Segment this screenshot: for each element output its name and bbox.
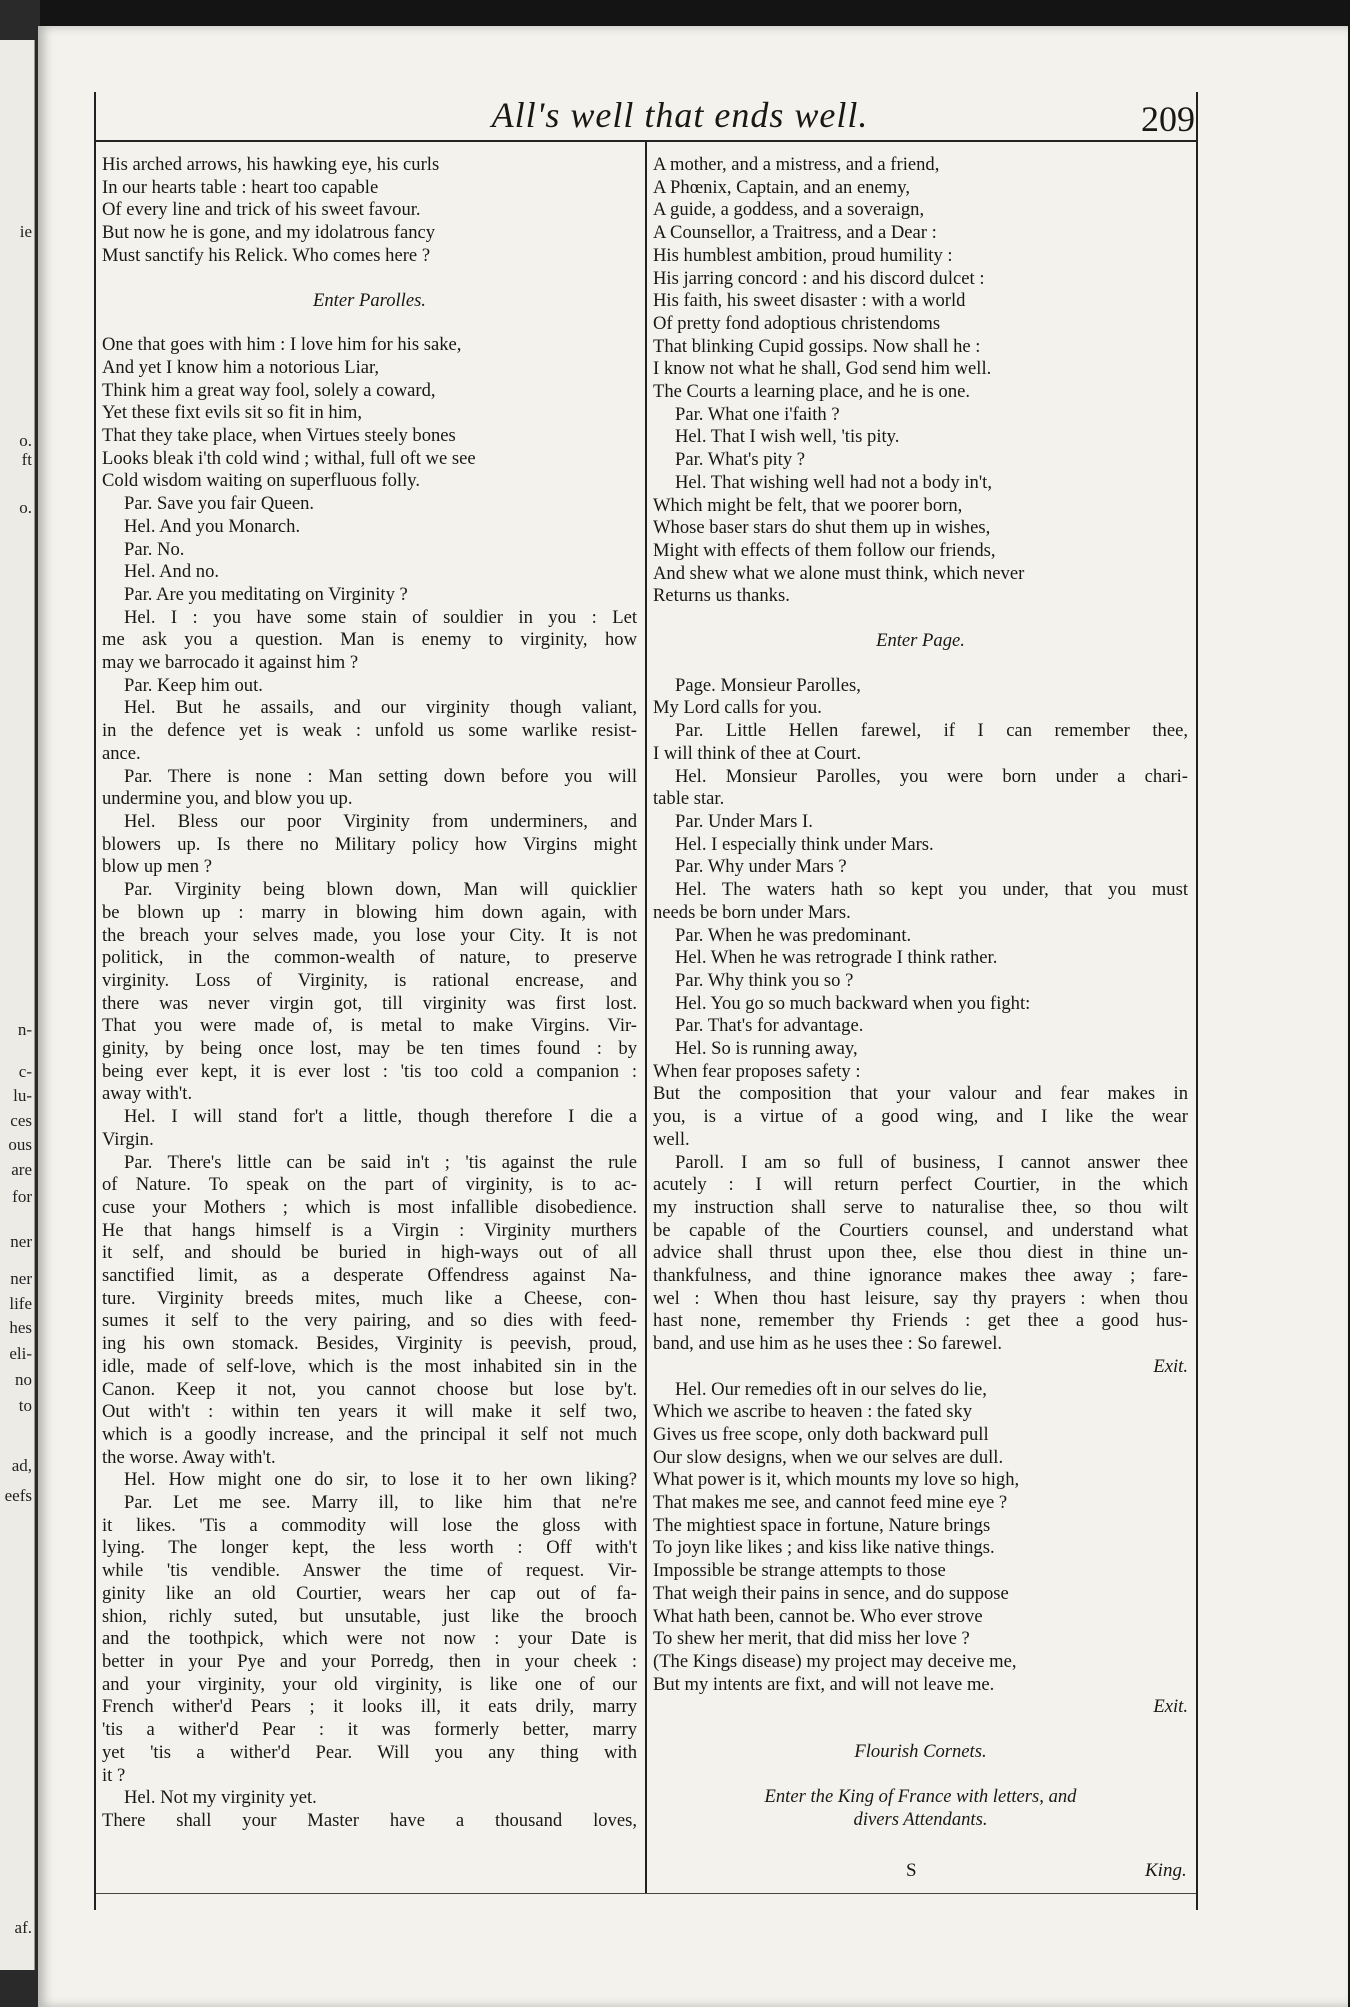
- text-line: My Lord calls for you.: [653, 697, 822, 719]
- text-line: needs be born under Mars.: [653, 901, 851, 923]
- text-line: band, and use him as he uses thee : So farewel.: [653, 1333, 1003, 1355]
- text-line: be capable of the Courtiers counsel, and understand what: [653, 1219, 1188, 1241]
- text-line: Hel. And you Monarch.: [124, 515, 301, 537]
- text-line: What hath been, cannot be. Who ever strove: [653, 1605, 983, 1627]
- text-line: virginity. Loss of Virginity, is rational encrease, and: [102, 969, 637, 991]
- text-line: Hel. Bless our poor Virginity from underminers, and: [124, 810, 637, 832]
- text-line: He that hangs himself is a Virgin : Virginity murthers: [102, 1219, 637, 1241]
- previous-page-text-fragment: to: [18, 1396, 32, 1415]
- text-line: table star.: [653, 788, 725, 810]
- text-line: away with't.: [102, 1083, 193, 1105]
- text-line: Page. Monsieur Parolles,: [675, 674, 861, 696]
- text-line: ginity like an old Courtier, wears her cap out of fa-: [102, 1582, 637, 1604]
- text-line: there was never virgin got, till virginity was first lost.: [102, 992, 637, 1014]
- text-line: acutely : I will return perfect Courtier, in the which: [653, 1174, 1188, 1196]
- text-line: That weigh their pains in sence, and do suppose: [653, 1582, 1009, 1604]
- text-line: Our slow designs, when we our selves are dull.: [653, 1446, 1004, 1468]
- text-line: Par. Little Hellen farewel, if I can remember thee,: [675, 720, 1188, 742]
- previous-page-text-fragment: o.: [19, 498, 32, 517]
- text-line: What power is it, which mounts my love so high,: [653, 1469, 1020, 1491]
- text-line: Par. Virginity being blown down, Man will quicklier: [124, 879, 637, 901]
- previous-page-text-fragment: ner: [10, 1269, 32, 1288]
- text-line: Par. Why under Mars ?: [675, 856, 847, 878]
- text-line: Enter the King of France with letters, and: [764, 1785, 1077, 1807]
- text-line: may we barrocado it against him ?: [102, 652, 359, 674]
- text-line: Par. No.: [124, 538, 185, 560]
- text-line: Par. There's little can be said in't ; 'tis against the rule: [124, 1151, 637, 1173]
- text-line: And yet I know him a notorious Liar,: [102, 356, 380, 378]
- text-line: which is a goodly increase, and the principal it self not much: [102, 1423, 637, 1445]
- text-line: A Phœnix, Captain, and an enemy,: [653, 176, 910, 198]
- text-line: well.: [653, 1128, 690, 1150]
- text-line: ginity, by being once lost, may be ten times found : by: [102, 1038, 637, 1060]
- text-line: A mother, and a mistress, and a friend,: [653, 154, 940, 175]
- text-line: When fear proposes safety :: [653, 1060, 861, 1082]
- text-line: hast none, remember thy Friends : get thee a good hus-: [653, 1310, 1188, 1332]
- text-line: Hel. That I wish well, 'tis pity.: [675, 426, 900, 448]
- previous-page-text-fragment: ft: [21, 450, 32, 469]
- footer-rule: [96, 1893, 1196, 1894]
- text-line: Paroll. I am so full of business, I cannot answer thee: [675, 1151, 1188, 1173]
- text-line: Canon. Keep it not, you cannot choose but lose by't.: [102, 1378, 637, 1400]
- text-line: it likes. 'Tis a commodity will lose the gloss with: [102, 1514, 637, 1536]
- text-line: being ever kept, it is ever lost : 'tis too cold a companion :: [102, 1060, 637, 1082]
- text-line: better in your Pye and your Porredg, then in your cheek :: [102, 1651, 637, 1672]
- text-line: Hel. Our remedies oft in our selves do lie,: [675, 1378, 987, 1400]
- text-line: That they take place, when Virtues steely bones: [102, 425, 456, 447]
- previous-page-text-fragment: hes: [9, 1318, 32, 1337]
- text-line: A Counsellor, a Traitress, and a Dear :: [653, 222, 937, 244]
- line-gap: [653, 608, 1188, 630]
- text-line: Hel. And no.: [124, 561, 220, 583]
- text-line: undermine you, and blow you up.: [102, 788, 353, 810]
- previous-page-text-fragment: no: [15, 1370, 32, 1389]
- previous-page-text-fragment: af.: [14, 1918, 32, 1937]
- text-line: Hel. Monsieur Parolles, you were born under a chari-: [675, 765, 1188, 787]
- text-line: His jarring concord : and his discord dulcet :: [653, 267, 985, 289]
- previous-page-text-fragment: lu-: [13, 1086, 32, 1105]
- right-column: [653, 154, 1188, 1831]
- text-line: Flourish Cornets.: [854, 1741, 987, 1763]
- text-line: Enter Page.: [876, 630, 965, 652]
- text-line: Which might be felt, that we poorer born,: [653, 494, 963, 516]
- text-line: Impossible be strange attempts to those: [653, 1560, 946, 1582]
- previous-page-edge: [0, 40, 35, 1970]
- text-line: His arched arrows, his hawking eye, his curls: [102, 154, 440, 175]
- text-line: while 'tis vendible. Answer the time of request. Vir-: [102, 1560, 637, 1582]
- previous-page-text-fragment: ous: [8, 1135, 32, 1154]
- text-line: Par. What one i'faith ?: [675, 403, 840, 425]
- line-gap: [653, 653, 1188, 675]
- line-gap: [102, 268, 637, 290]
- text-line: and your virginity, your old virginity, is like one of our: [102, 1673, 637, 1695]
- previous-page-text-fragment: ad,: [11, 1456, 32, 1475]
- text-line: Hel. How might one do sir, to lose it to her own liking?: [124, 1469, 637, 1491]
- text-line: Hel. I will stand for't a little, though therefore I die a: [124, 1106, 637, 1128]
- text-line: Out with't : within ten years it will make it self two,: [102, 1401, 637, 1423]
- previous-page-text-fragment: ces: [10, 1111, 32, 1130]
- text-line: To joyn like likes ; and kiss like native things.: [653, 1537, 995, 1559]
- catchword: King.: [1145, 1860, 1187, 1881]
- text-line: blowers up. Is there no Military policy how Virgins might: [102, 833, 637, 855]
- text-line: Hel. That wishing well had not a body in't,: [675, 471, 992, 493]
- text-line: In our hearts table : heart too capable: [102, 176, 379, 198]
- text-line: But the composition that your valour and fear makes in: [653, 1083, 1188, 1105]
- text-line: Hel. The waters hath so kept you under, that you must: [675, 879, 1188, 901]
- running-title: All's well that ends well.: [491, 95, 869, 135]
- text-line: sumes it self to the very pairing, and so dies with feed-: [102, 1310, 637, 1332]
- text-line: One that goes with him : I love him for his sake,: [102, 334, 462, 356]
- text-line: The Courts a learning place, and he is one.: [653, 381, 971, 403]
- text-line: Hel. You go so much backward when you fight:: [675, 992, 1031, 1014]
- text-line: Gives us free scope, only doth backward pull: [653, 1423, 989, 1445]
- text-line: ture. Virginity breeds mites, much like a Cheese, con-: [102, 1287, 637, 1309]
- text-line: Hel. I : you have some stain of souldier in you : Let: [124, 606, 637, 628]
- text-line: in the defence yet is weak : unfold us some warlike resist-: [102, 720, 637, 742]
- text-line: Exit.: [1153, 1696, 1188, 1718]
- text-line: Enter Parolles.: [313, 289, 426, 311]
- text-line: That makes me see, and cannot feed mine eye ?: [653, 1492, 1008, 1514]
- text-line: Might with effects of them follow our friends,: [653, 539, 996, 561]
- text-line: Think him a great way fool, solely a coward,: [102, 379, 436, 401]
- previous-page-text-fragment: n-: [17, 1020, 32, 1039]
- text-line: Returns us thanks.: [653, 585, 790, 607]
- text-line: it self, and should be buried in high-ways out of all: [102, 1242, 637, 1264]
- text-line: Hel. When he was retrograde I think rather.: [675, 947, 998, 969]
- text-line: Hel. I especially think under Mars.: [675, 833, 934, 855]
- text-line: wel : When thou hast leisure, say thy prayers : when thou: [653, 1287, 1188, 1309]
- text-line: yet 'tis a wither'd Pear. Will you any thing with: [102, 1741, 637, 1763]
- text-line: idle, made of self-love, which is the most inhabited sin in the: [102, 1355, 637, 1377]
- text-line: Par. There is none : Man setting down before you will: [124, 765, 637, 787]
- text-line: Par. What's pity ?: [675, 449, 806, 471]
- text-line: To shew her merit, that did miss her love ?: [653, 1628, 970, 1650]
- text-line: shion, richly suted, but unsutable, just like the brooch: [102, 1605, 637, 1627]
- text-line: it ?: [102, 1764, 126, 1786]
- text-line: of Nature. To speak on the part of virginity, is to ac-: [102, 1174, 637, 1196]
- text-line: politick, in the common-wealth of nature, to preserve: [102, 947, 637, 969]
- text-line: (The Kings disease) my project may deceive me,: [653, 1651, 1017, 1672]
- text-line: Par. Under Mars I.: [675, 810, 813, 832]
- text-line: That blinking Cupid gossips. Now shall he :: [653, 335, 981, 357]
- previous-page-text-fragment: eli-: [9, 1344, 32, 1363]
- text-line: Of pretty fond adoptious christendoms: [653, 312, 941, 334]
- text-line: Par. Let me see. Marry ill, to like him that ne're: [124, 1492, 637, 1514]
- text-line: ance.: [102, 742, 141, 764]
- text-line: His humblest ambition, proud humility :: [653, 244, 953, 266]
- previous-page-text-fragment: o.: [19, 431, 32, 450]
- previous-page-text-fragment: c-: [18, 1062, 32, 1081]
- previous-page-text-fragment: ner: [10, 1232, 32, 1251]
- previous-page-text-fragment: life: [9, 1294, 32, 1313]
- text-line: Par. Save you fair Queen.: [124, 493, 315, 515]
- text-line: Exit.: [1153, 1355, 1188, 1377]
- line-gap: [102, 312, 637, 334]
- text-line: The mightiest space in fortune, Nature brings: [653, 1514, 991, 1536]
- text-line: Of every line and trick of his sweet favour.: [102, 199, 421, 221]
- text-line: Must sanctify his Relick. Who comes here ?: [102, 244, 431, 266]
- text-line: Whose baser stars do shut them up in wishes,: [653, 517, 991, 539]
- line-gap: [653, 1719, 1188, 1741]
- text-line: Par. Are you meditating on Virginity ?: [124, 583, 408, 605]
- column-divider: [645, 142, 647, 1894]
- text-line: and the toothpick, which were not now : your Date is: [102, 1628, 637, 1650]
- text-line: Hel. So is running away,: [675, 1038, 858, 1060]
- text-line: divers Attendants.: [853, 1808, 988, 1830]
- text-line: be blown up : marry in blowing him down again, with: [102, 901, 637, 923]
- text-line: That you were made of, is metal to make Virgins. Vir-: [102, 1015, 637, 1037]
- text-line: advice shall thrust upon thee, else thou diest in thine un-: [653, 1242, 1188, 1264]
- text-line: me ask you a question. Man is enemy to virginity, how: [102, 629, 637, 651]
- page-number: 209: [1141, 99, 1195, 139]
- text-line: the worse. Away with't.: [102, 1446, 276, 1468]
- text-line: Par. That's for advantage.: [675, 1015, 864, 1037]
- previous-page-text-fragment: ie: [19, 222, 32, 241]
- text-line: A guide, a goddess, and a soveraign,: [653, 199, 925, 221]
- text-line: lying. The longer kept, the less worth : Off with't: [102, 1537, 637, 1559]
- text-line: ing his own stomack. Besides, Virginity is peevish, proud,: [102, 1333, 637, 1355]
- previous-page-text-fragment: for: [12, 1187, 32, 1206]
- text-line: blow up men ?: [102, 856, 212, 878]
- left-column: [102, 154, 637, 1833]
- text-line: cuse your Mothers ; which is most infallible disobedience.: [102, 1196, 637, 1218]
- signature-mark: S: [906, 1860, 917, 1881]
- text-line: Cold wisdom waiting on superfluous folly.: [102, 470, 420, 492]
- text-line: Par. Keep him out.: [124, 674, 263, 696]
- text-line: His faith, his sweet disaster : with a world: [653, 290, 966, 312]
- text-line: you, is a virtue of a good wing, and I like the wear: [653, 1106, 1188, 1128]
- text-line: Par. Why think you so ?: [675, 969, 854, 991]
- text-line: Par. When he was predominant.: [675, 924, 912, 946]
- text-line: Yet these fixt evils sit so fit in him,: [102, 402, 362, 424]
- text-line: Hel. But he assails, and our virginity though valiant,: [124, 697, 637, 719]
- text-line: There shall your Master have a thousand loves,: [102, 1809, 637, 1831]
- text-line: the breach your selves made, you lose your City. It is not: [102, 924, 637, 946]
- text-line: sanctified limit, as a desperate Offendress against Na-: [102, 1265, 637, 1287]
- text-line: Virgin.: [102, 1128, 154, 1150]
- text-line: Hel. Not my virginity yet.: [124, 1787, 317, 1809]
- text-line: Which we ascribe to heaven : the fated sky: [653, 1401, 973, 1423]
- previous-page-text-fragment: eefs: [4, 1486, 32, 1505]
- text-line: French wither'd Pears ; it looks ill, it eats drily, marry: [102, 1696, 637, 1718]
- text-line: my instruction shall serve to naturalise thee, so thou wilt: [653, 1196, 1188, 1218]
- previous-page-text-fragment: are: [11, 1160, 32, 1179]
- line-gap: [653, 1764, 1188, 1786]
- text-line: I will think of thee at Court.: [653, 742, 862, 764]
- text-line: And shew what we alone must think, which never: [653, 562, 1025, 584]
- text-line: Looks bleak i'th cold wind ; withal, full oft we see: [102, 447, 476, 469]
- text-line: thankfulness, and thine ignorance makes thee away ; fare-: [653, 1265, 1188, 1287]
- text-line: 'tis a wither'd Pear : it was formerly better, marry: [102, 1719, 637, 1741]
- text-line: But now he is gone, and my idolatrous fancy: [102, 222, 436, 244]
- text-line: I know not what he shall, God send him well.: [653, 358, 992, 380]
- text-line: But my intents are fixt, and will not leave me.: [653, 1673, 995, 1695]
